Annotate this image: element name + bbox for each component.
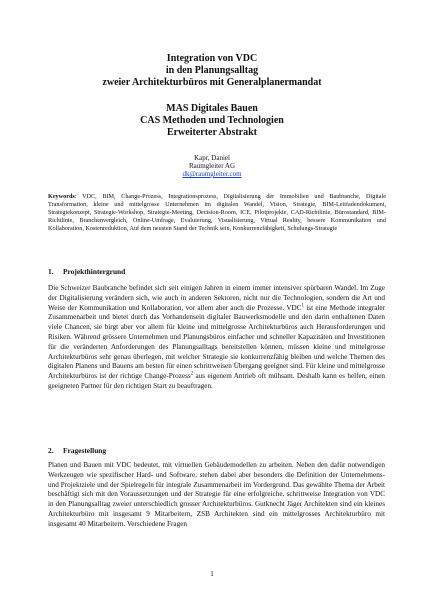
- subtitle-line-3: Erweiterter Abstrakt: [166, 127, 258, 138]
- section-1-text-a: Die Schweizer Baubranche befindet sich seit einigen Jahren in einem immer intensiver spürbaren Wandel. Im Zuge der Digitalisierung verändern sich, wie auch in anderen Sektoren, nicht nur die Technologien, sondern die Art und Weise der Kommunikation und Kollaboration, vor allem aber auch die Prozesse. VDC: [48, 284, 385, 312]
- section-1-paragraph: [48, 284, 385, 392]
- footnote-ref-2[interactable]: 2: [190, 371, 194, 377]
- section-1-number: 1.: [48, 267, 54, 276]
- subtitle-line-2: CAS Methoden und Technologien: [140, 115, 284, 126]
- section-1-text-c: aus eigenem Antrieb oft mühsam. Deshalb kann es helfen, einen geeigneten Partner für den richtigen Start zu beauftragen.: [48, 372, 385, 390]
- keywords-label: Keywords: [48, 193, 75, 200]
- section-1-title: Projekthintergrund: [63, 267, 126, 276]
- section-2-title: Fragestellung: [63, 446, 107, 455]
- keywords-text: : VDC, BIM, Change-Prozess, Integrationsprozess, Digitalisierung der Immobilien und Baubranche, Digitale Transformation, kleine und mittelgrosse Unternehmen im digitalen Wandel, Vision, Strategie, BIM-Leitfadendokument, Strategiekonzept, Strategie-Workshop, Strategie-Meeting, Decision-Room, ICE, Pilotprojekte, CAD-Richtlinie, Bürostandard, BIM-Richtlinie, Branchenvergleich, Online-Umfrage, Evaluierung, Visualisierung, Virtual Reality, bessere Kommunikation und Kollaboration, Kostenreduktion, Auf dem neusten Stand der Technik sein, Konkurrenzfähigkeit, Schulungs-Strategie: [48, 193, 386, 232]
- section-2-number: 2.: [48, 446, 54, 455]
- author-email-line: [0, 170, 424, 179]
- section-1-heading: [48, 267, 125, 276]
- title-line-2: in den Planungsalltag: [165, 65, 259, 76]
- author-name: Kapr, Daniel: [194, 154, 230, 162]
- title-line-1: Integration von VDC: [166, 53, 258, 64]
- subtitle-line-1: MAS Digitales Bauen: [166, 103, 258, 114]
- keywords-block: [48, 193, 386, 233]
- author-affiliation: Raumgleiter AG: [188, 162, 236, 170]
- footnote-ref-1[interactable]: 1: [301, 303, 305, 309]
- page-number: 1: [210, 569, 214, 578]
- section-2-heading: [48, 446, 106, 455]
- title-line-3: zweier Architekturbüros mit Generalplanermandat: [102, 77, 322, 88]
- section-2-paragraph: Planen und Bauen mit VDC bedeutet, mit virtuellen Gebäudemodellen zu arbeiten. Neben den dafür notwendigen Werkzeugen wie spezifischer Hard- und Software, stehen dabei aber besonders die Definition der Unternehmens- und Projektziele und der Spielregeln für integrale Zusammenarbeit im Vordergrund. Das gewählte Thema der Arbeit beschäftigt sich mit den Voraussetzungen und der Strategie für eine erfolgreiche, schrittweise Integration von VDC in den Planungsalltag zweier unterschiedlich grosser Architekturbüros. Gutknecht Jäger Architekten sind ein kleines Architekturbüro mit insgesamt 9 Mitarbeitern, ZSB Architekten sind ein mittelgrosses Architekturbüro mit insgesamt 40 Mitarbeitern. Verschiedene Fragen: [48, 461, 385, 528]
- section-1-text-b: ist eine Methode integraler Zusammenarbeit und bietet durch das Vorhandensein digitaler Bauwerksmodelle und den darin enthaltenen Daten viele Chancen, sie birgt aber vor allem für kleine und mittelgrosse Architekturbüros auch Herausforderungen und Risiken. Während grössere Unternehmen und Planungsbüros einfacher und schneller Kapazitäten und Investitionen für die veränderten Anforderungen des Planungsalltags bereitstellen können, müssen kleine und mittelgrosse Architekturbüros sehr genau überlegen, mit welcher Strategie sie konkurrenzfähig bleiben und welche Themen des digitalen Planens und Bauens am besten für einen schrittweisen Übergang geeignet sind. Für kleine und mittelgrosse Architekturbüros ist der richtige Change-Prozess: [48, 303, 385, 381]
- author-email-link[interactable]: dk@raumgleiter.com: [182, 170, 242, 178]
